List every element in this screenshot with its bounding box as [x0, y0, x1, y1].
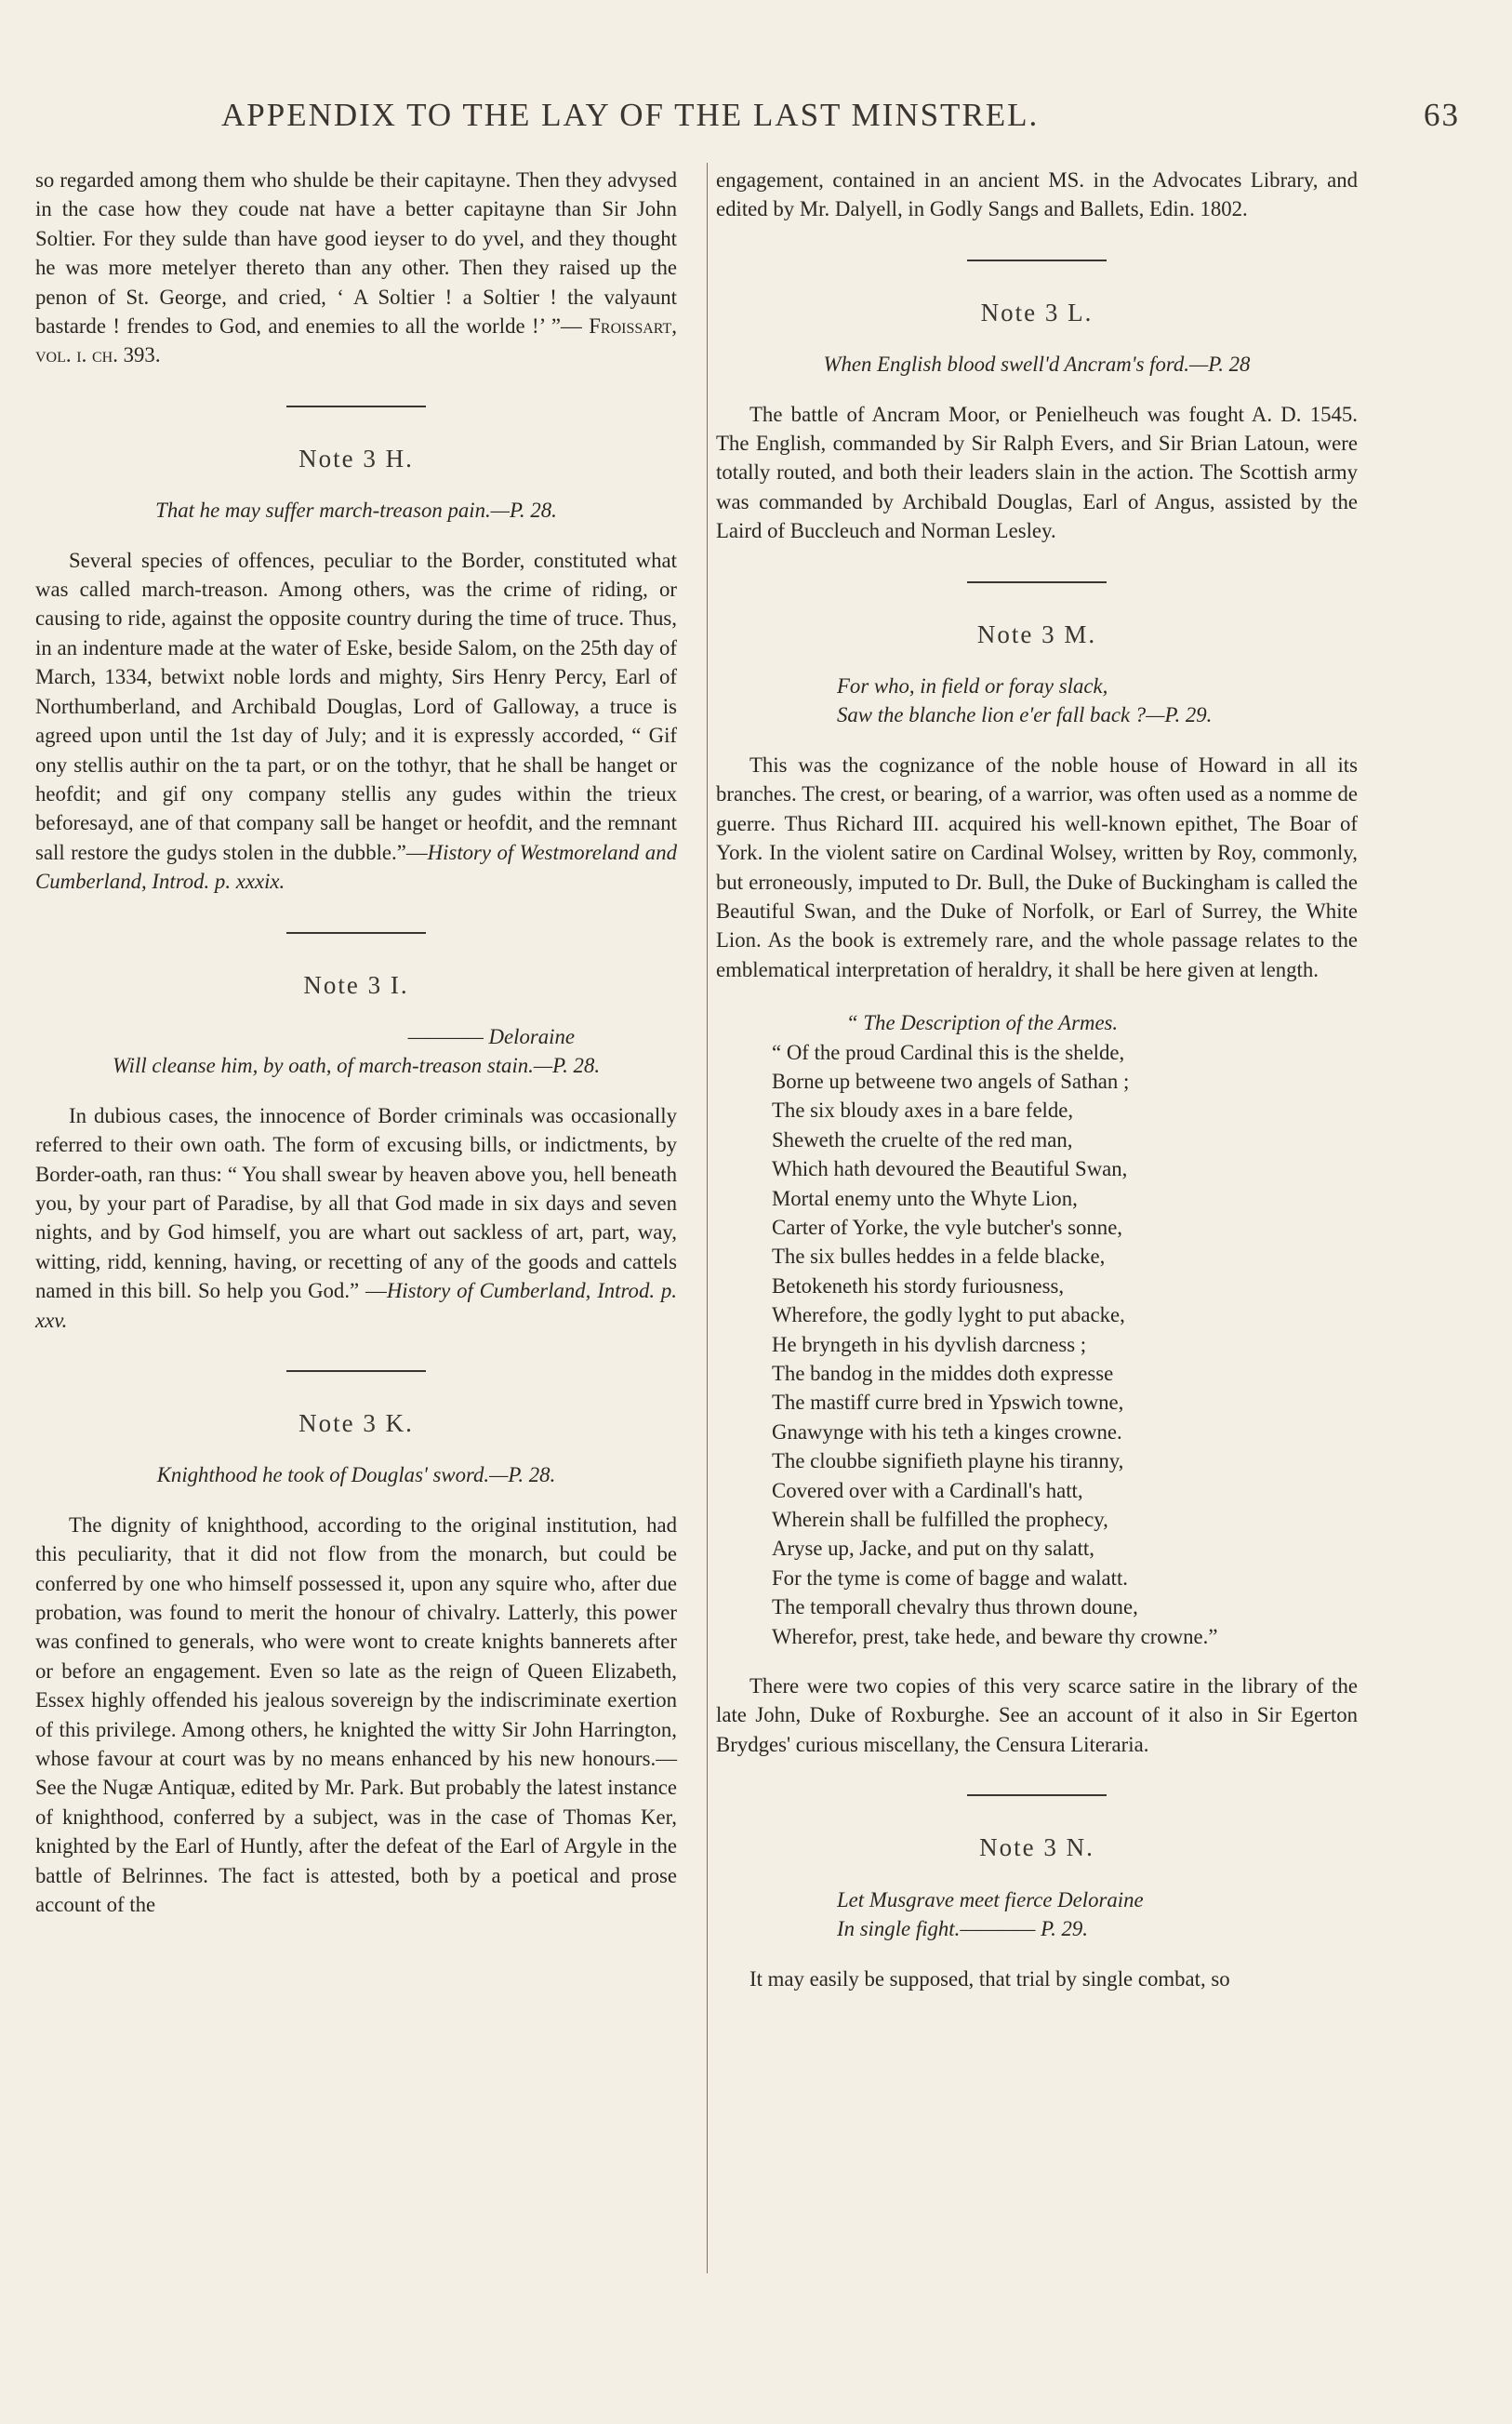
poem-line: Wherein shall be fulfilled the prophecy,	[772, 1508, 1108, 1532]
poem-line: “ Of the proud Cardinal this is the shelde,	[772, 1040, 1125, 1064]
note-3k-body: The dignity of knighthood, according to the original institution, had this peculiarity, that it did not flow from the monarch, but could be conferred by one who himself possessed it, upon any squire who, after due probation, was found to merit the honour of chivalry. Latterly, this power was confined to generals, who were wont to create knights bannerets after or before an engagement. Even so late as the reign of Queen Elizabeth, Essex highly offended his jealous sovereign by the indiscriminate exertion of this privilege. Among others, he knighted the witty Sir John Harrington, whose favour at court was by no means enhanced by his new honours.—See the Nugæ Antiquæ, edited by Mr. Park. But probably the latest instance of knighthood, conferred by a subject, was in the case of Thomas Ker, knighted by the Earl of Huntly, after the defeat of the Earl of Argyle in the battle of Belrinnes. The fact is attested, both by a poetical and prose account of the	[35, 1512, 677, 1917]
poem-line: Gnawynge with his teth a kinges crowne.	[772, 1419, 1122, 1444]
section-separator	[286, 1370, 426, 1372]
column-divider	[707, 163, 708, 2273]
note-3i-source: History of Cumberland, Introd. p. xxv.	[35, 1279, 677, 1332]
note-3h-quote: That he may suffer march-treason pain.—P. 28.	[155, 499, 557, 523]
section-separator	[967, 260, 1107, 261]
note-3n-title: Note 3 N.	[979, 1833, 1094, 1862]
poem-line: Carter of Yorke, the vyle butcher's sonne,	[772, 1215, 1123, 1239]
poem-line: Which hath devoured the Beautiful Swan,	[772, 1157, 1128, 1181]
continued-paragraph: so regarded among them who shulde be their capitayne. Then they advysed in the case how they coude nat have a better capitayne than Sir John Soltier. For they sulde than have good ieyser to do yvel, and they thought he was more metelyer thereto than any other. Then they raised up the penon of St. George, and cried, ‘ A Soltier ! a Soltier ! the valyaunt bastarde ! frendes to God, and enemies to all the worlde !’ ”— Froissart, vol. i. ch. 393.	[35, 168, 677, 367]
poem-line: Mortal enemy unto the Whyte Lion,	[772, 1186, 1078, 1210]
continued-paragraph: engagement, contained in an ancient MS. in the Advocates Library, and edited by Mr. Dalyell, in Godly Sangs and Ballets, Edin. 1802.	[716, 168, 1358, 221]
note-3n-body: It may easily be supposed, that trial by single combat, so	[749, 1966, 1230, 1991]
poem-line: Wherefore, the godly lyght to put abacke,	[772, 1303, 1125, 1327]
section-separator	[286, 932, 426, 934]
poem-line: For the tyme is come of bagge and walatt.	[772, 1565, 1129, 1590]
poem-line: He bryngeth in his dyvlish darcness ;	[772, 1332, 1087, 1356]
section-separator	[967, 581, 1107, 583]
note-3h-title: Note 3 H.	[298, 444, 414, 473]
header-title: APPENDIX TO THE LAY OF THE LAST MINSTREL.	[221, 97, 1040, 133]
note-3l-body: The battle of Ancram Moor, or Penielheuch was fought A. D. 1545. The English, commanded by Sir Ralph Evers, and Sir Brian Latoun, were totally routed, and both their leaders slain in the action. The Scottish army was commanded by Archibald Douglas, Earl of Angus, assisted by the Laird of Buccleuch and Norman Lesley.	[716, 402, 1358, 543]
poem-line: The cloubbe signifieth playne his tiranny,	[772, 1449, 1124, 1473]
note-3h-source: History of Westmoreland and Cumberland, Introd. p. xxxix.	[35, 840, 677, 894]
right-column	[716, 166, 1358, 1993]
note-3m-title: Note 3 M.	[976, 619, 1097, 648]
note-3h-body: Several species of offences, peculiar to the Border, constituted what was called march-treason. Among others, was the crime of riding, or causing to ride, against the opposite country during the time of truce. Thus, in an indenture made at the water of Eske, beside Salom, on the 25th day of March, 1334, betwixt noble lords and mighty, Sirs Henry Percy, Earl of Northumberland, and Archibald Douglas, Lord of Galloway, a truce is agreed upon until the 1st day of July; and it is expressly accorded, “ Gif ony stellis authir on the ta part, or on the tothyr, that he shall be hanget or heofdit; and gif ony company stellis any gudes within the trieux beforesayd, ane of that company sall be hanget or heofdit, and the remnant sall restore the gudys stolen in the dubble.”—History of Westmoreland and Cumberland, Introd. p. xxxix.	[35, 548, 677, 894]
note-3m-body: This was the cognizance of the noble house of Howard in all its branches. The crest, or bearing, of a warrior, was often used as a nomme de guerre. Thus Richard III. acquired his well-known epithet, The Boar of York. In the violent satire on Cardinal Wolsey, written by Roy, commonly, but erroneously, imputed to Dr. Bull, the Duke of Buckingham is called the Beautiful Swan, and the Duke of Norfolk, or Earl of Surrey, the White Lion. As the book is extremely rare, and the whole passage relates to the emblematical interpretation of heraldry, it shall be here given at length.	[716, 753, 1358, 981]
note-3i-title: Note 3 I.	[303, 970, 409, 999]
section-separator	[967, 1794, 1107, 1796]
left-column	[35, 166, 677, 1920]
note-3k-title: Note 3 K.	[298, 1409, 414, 1437]
poem-line: The six bulles heddes in a felde blacke,	[772, 1245, 1106, 1269]
note-3l-title: Note 3 L.	[980, 298, 1094, 326]
note-3m-quote: For who, in field or foray slack, Saw the blanche lion e'er fall back ?—P. 29.	[837, 674, 1213, 727]
poem-line: The bandog in the middes doth expresse	[772, 1362, 1114, 1385]
note-3n-quote: Let Musgrave meet fierce Deloraine In single fight.———— P. 29.	[837, 1887, 1144, 1941]
poem-line: Aryse up, Jacke, and put on thy salatt,	[772, 1537, 1094, 1561]
note-3i-body: In dubious cases, the innocence of Border criminals was occasionally referred to their own oath. The form of excusing bills, or indictments, by Border-oath, ran thus: “ You shall swear by heaven above you, hell beneath you, by your part of Paradise, by all that God made in six days and seven nights, and by God himself, you are whart out sackless of art, part, way, witting, ridd, kenning, having, or recetting of any of the goods and cattels named in this bill. So help you God.” —History of Cumberland, Introd. p. xxv.	[35, 1103, 677, 1332]
poem-block	[772, 1008, 1358, 1651]
note-3k-quote: Knighthood he took of Douglas' sword.—P. 28.	[156, 1463, 556, 1487]
poem-line: The temporall chevalry thus thrown doune,	[772, 1595, 1138, 1619]
poem-line: Betokeneth his stordy furiousness,	[772, 1273, 1065, 1298]
running-header	[221, 97, 1460, 134]
poem-title: “ The Description of the Armes.	[846, 1011, 1119, 1035]
poem-line: The six bloudy axes in a bare felde,	[772, 1099, 1074, 1123]
note-3m-after: There were two copies of this very scarce satire in the library of the late John, Duke of Roxburghe. See an account of it also in Sir Egerton Brydges' curious miscellany, the Censura Literaria.	[716, 1674, 1358, 1756]
page-number: 63	[1424, 97, 1460, 133]
poem-line: The mastiff curre bred in Ypswich towne,	[772, 1391, 1124, 1415]
poem-line: Borne up betweene two angels of Sathan ;	[772, 1069, 1130, 1093]
poem-line: Covered over with a Cardinall's hatt,	[772, 1478, 1083, 1502]
source-citation: Froissart, vol. i. ch. 393.	[35, 314, 677, 367]
note-3l-quote: When English blood swell'd Ancram's ford.—P. 28	[823, 353, 1251, 377]
section-separator	[286, 406, 426, 407]
poem-line: Sheweth the cruelte of the red man,	[772, 1127, 1073, 1152]
poem-line: Wherefor, prest, take hede, and beware thy crowne.”	[772, 1624, 1218, 1648]
note-3i-quote: ———— Deloraine Will cleanse him, by oath, of march-treason stain.—P. 28.	[112, 1024, 601, 1078]
